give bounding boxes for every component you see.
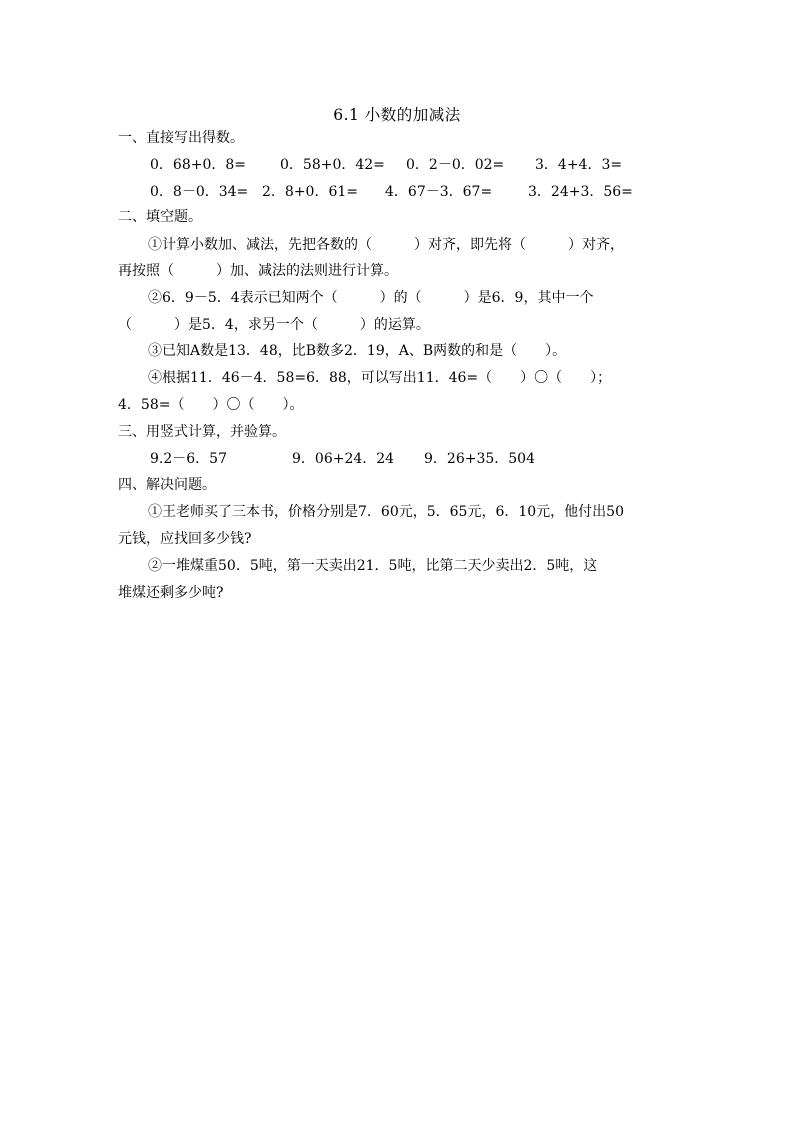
- vertical-calc-problem: 9．06+24．24: [292, 451, 395, 467]
- vertical-calc-problem: 9．26+35．504: [424, 451, 535, 467]
- calc-item: 0．2－0．02=: [406, 157, 505, 173]
- section4-heading: 四、解决问题。: [118, 477, 216, 493]
- calc-item: 3．24+3．56=: [528, 184, 633, 200]
- fill-question-2: ②6．9－5．4表示已知两个（ ）的（ ）是6．9，其中一个: [148, 290, 594, 306]
- calc-item: 4．67－3．67=: [385, 184, 493, 200]
- calc-item: 2．8+0．61=: [262, 184, 358, 200]
- fill-question-1-cont: 再按照（ ）加、减法的法则进行计算。: [118, 263, 398, 279]
- section1-heading: 一、直接写出得数。: [118, 130, 244, 146]
- page-title: 6.1 小数的加减法: [333, 106, 461, 124]
- word-problem-1: ①王老师买了三本书，价格分别是7．60元，5．65元，6．10元，他付出50: [148, 504, 624, 520]
- fill-question-4-cont: 4．58=（ ）〇（ ）。: [118, 397, 304, 413]
- calc-item: 3．4+4．3=: [535, 157, 623, 173]
- calc-item: 0．58+0．42=: [280, 157, 385, 173]
- fill-question-3: ③已知A数是13．48，比B数多2．19，A、B两数的和是（ ）。: [148, 343, 567, 359]
- section2-heading: 二、填空题。: [118, 209, 202, 225]
- fill-question-1: ①计算小数加、减法，先把各数的（ ）对齐，即先将（ ）对齐，: [148, 237, 624, 253]
- word-problem-2-cont: 堆煤还剩多少吨?: [118, 585, 224, 601]
- vertical-calc-problem: 9.2－6．57: [150, 451, 227, 467]
- calc-item: 0．68+0．8=: [150, 157, 246, 173]
- section3-heading: 三、用竖式计算，并验算。: [118, 424, 286, 440]
- word-problem-1-cont: 元钱，应找回多少钱?: [118, 531, 252, 547]
- fill-question-4: ④根据11．46－4．58=6．88，可以写出11．46=（ ）〇（ ）；: [148, 370, 612, 386]
- fill-question-2-cont: （ ）是5．4，求另一个（ ）的运算。: [118, 317, 430, 333]
- calc-item: 0．8－0．34=: [150, 184, 249, 200]
- word-problem-2: ②一堆煤重50．5吨，第一天卖出21．5吨，比第二天少卖出2．5吨，这: [148, 558, 598, 574]
